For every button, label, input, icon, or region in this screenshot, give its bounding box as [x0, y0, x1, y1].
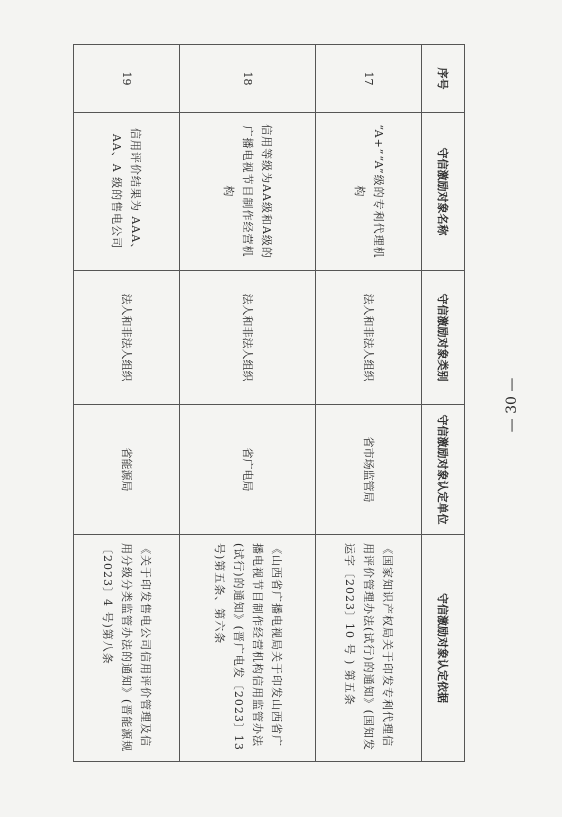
rotated-table-container: [73, 44, 465, 761]
header-unit: 守信激励对象认定单位: [422, 405, 465, 535]
cell-name: 信用评价结果为 AAA、AA、A 级的售电公司: [74, 113, 180, 271]
cell-unit: 省广电局: [179, 405, 316, 535]
cell-unit: 省市场监管局: [316, 405, 422, 535]
header-no: 序号: [422, 45, 465, 113]
cell-basis: 《国家知识产权局关于印发专利代理信用评价管理办法(试行)的通知》(国知发运字〔2023〕10 号 ) 第五条: [316, 535, 422, 762]
table-row: [74, 45, 180, 762]
header-basis: 守信激励对象认定依据: [422, 535, 465, 762]
cell-basis: 《关于印发售电公司信用评价管理及信用分级分类监管办法的通知》(晋能源规〔2023〕4 号)第八条: [74, 535, 180, 762]
cell-no: 19: [74, 45, 180, 113]
table-header-row: [422, 45, 465, 762]
cell-category: 法人和非法人组织: [74, 271, 180, 405]
cell-category: 法人和非法人组织: [179, 271, 316, 405]
cell-no: 17: [316, 45, 422, 113]
header-category: 守信激励对象类别: [422, 271, 465, 405]
incentive-table: [73, 44, 465, 762]
header-name: 守信激励对象名称: [422, 113, 465, 271]
cell-basis: 《山西省广播电视局关于印发山西省广播电视节目制作经营机构信用监管办法(试行)的通知》(晋广电发〔2023〕13 号)第五条、第六条: [179, 535, 316, 762]
page-number: — 30 —: [504, 377, 520, 433]
cell-no: 18: [179, 45, 316, 113]
cell-name: 信用等级为AA级和A级的广播电视节目制作经营机构: [179, 113, 316, 271]
table-row: [179, 45, 316, 762]
cell-unit: 省能源局: [74, 405, 180, 535]
cell-category: 法人和非法人组织: [316, 271, 422, 405]
table-row: [316, 45, 422, 762]
cell-name: “A+”“A”级的专利代理机构: [316, 113, 422, 271]
